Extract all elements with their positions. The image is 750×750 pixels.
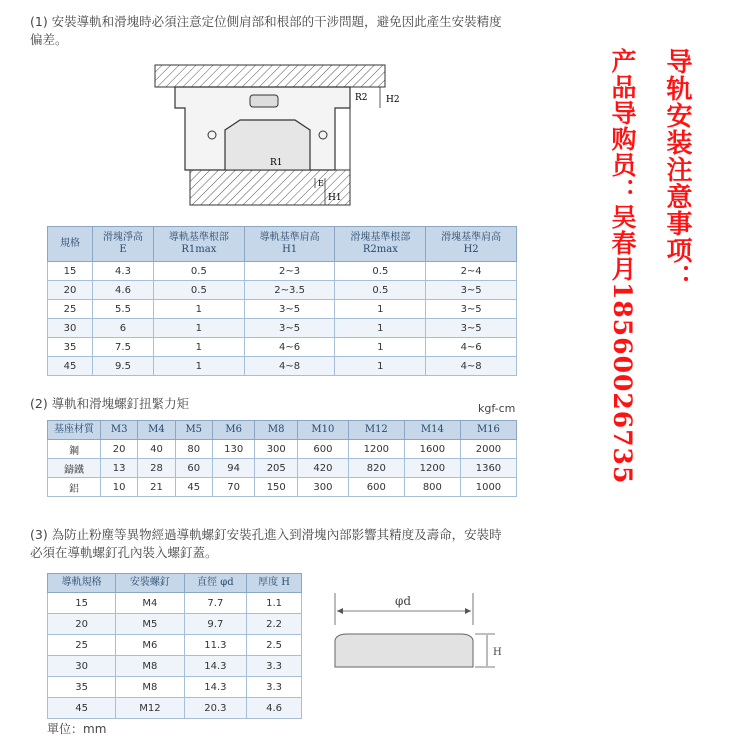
table2-header-cell: M8 [255,421,298,440]
table-row: 鋁 10 21 45 70 150 300 600 800 1000 [48,478,517,497]
h2-label: H2 [386,95,400,105]
r2-label: R2 [355,93,368,103]
screw-cap-diagram [325,585,520,680]
side-title-notes: 导轨安装注意事项： [662,48,692,291]
table3-header-cell: 直徑 φd [184,574,247,593]
guide-rail [225,120,310,170]
table2-header-cell: M3 [101,421,138,440]
section1-text [30,13,590,49]
table3-header-cell: 厚度 H [247,574,302,593]
table-row: 20 4.6 0.5 2~3.5 0.5 3~5 [48,281,517,300]
rail-block-diagram [150,60,410,210]
top-table [155,65,385,87]
table-row: 15 4.3 0.5 2~3 0.5 2~4 [48,262,517,281]
section3-line1: (3) 為防止粉塵等異物經過導軌螺釘安裝孔進入到滑塊內部影響其精度及壽命，安裝時 [30,527,502,542]
table-row: 25 M6 11.3 2.5 [48,635,302,656]
diameter-label: φd [395,594,412,608]
table-row: 30 M8 14.3 3.3 [48,656,302,677]
table2-header-cell: M6 [212,421,255,440]
section1-line1: (1) 安裝導軌和滑塊時必須注意定位側肩部和根部的干涉問題，避免因此產生安裝精度 [30,14,502,29]
table1-header-cell: 導軌基準根部 R1max [153,227,244,262]
mounting-spec-table [47,226,517,376]
table1-header-cell: 滑塊淨高 E [93,227,154,262]
table2-header-cell: M5 [175,421,212,440]
table3-header-row [48,574,302,593]
table2-header-cell: M4 [138,421,175,440]
table-row: 15 M4 7.7 1.1 [48,593,302,614]
torque-unit: kgf-cm [478,402,516,415]
r1-label: R1 [270,158,283,168]
table1-header-cell: 規格 [48,227,93,262]
table-row: 35 7.5 1 4~6 1 4~6 [48,338,517,357]
height-label: H [493,647,502,658]
table1-header-cell: 滑塊基準根部 R2max [335,227,426,262]
table1-header-cell: 導軌基準肩高 H1 [244,227,335,262]
table-row: 鋼 20 40 80 130 300 600 1200 1600 2000 [48,440,517,459]
e-label: E [318,179,324,188]
screw-cap-shape [335,634,473,667]
unit-note: 單位：mm [47,722,107,736]
grease-nipple [250,95,278,107]
table2-header-cell: 基座材質 [48,421,101,440]
table-row: 30 6 1 3~5 1 3~5 [48,319,517,338]
section1-line2: 偏差。 [30,32,68,47]
table-row: 45 M12 20.3 4.6 [48,698,302,719]
torque-table [47,420,517,497]
section3-line2: 必須在導軌螺釘孔內裝入螺釘蓋。 [30,545,218,560]
table1-header-cell: 滑塊基準肩高 H2 [426,227,517,262]
table-row: 鑄鐵 13 28 60 94 205 420 820 1200 1360 [48,459,517,478]
cap-table [47,573,302,719]
table2-header-cell: M14 [404,421,460,440]
section3-text [30,526,590,562]
table2-header-row [48,421,517,440]
table-row: 35 M8 14.3 3.3 [48,677,302,698]
table2-header-cell: M10 [298,421,349,440]
table-row: 45 9.5 1 4~8 1 4~8 [48,357,517,376]
table2-header-cell: M16 [460,421,516,440]
base-bed [190,170,350,205]
table2-header-cell: M12 [348,421,404,440]
table3-header-cell: 安裝螺釘 [116,574,184,593]
table1-header-row [48,227,517,262]
table3-header-cell: 導軌規格 [48,574,116,593]
side-title-contact: 产品导购员：吴春月18560026735 [608,48,637,485]
table-row: 20 M5 9.7 2.2 [48,614,302,635]
section2-title: (2) 導軌和滑塊螺釘扭緊力矩 [30,396,190,411]
table-row: 25 5.5 1 3~5 1 3~5 [48,300,517,319]
h1-label: H1 [328,193,342,203]
